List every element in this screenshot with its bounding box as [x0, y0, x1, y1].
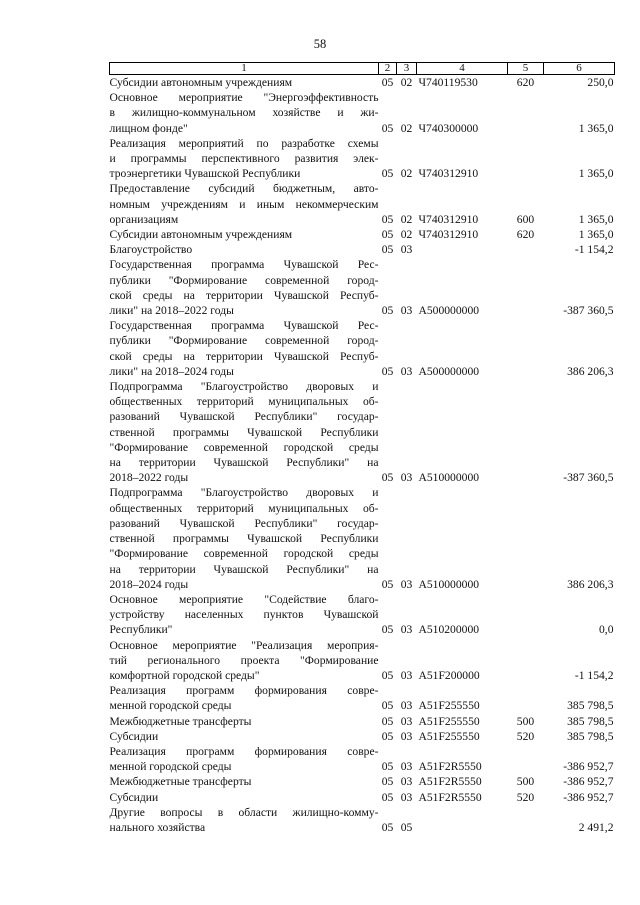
- table-row: [110, 774, 615, 789]
- row-expense-type: 620: [516, 76, 535, 89]
- row-name-line: номным учреждениям и иным некоммерческим: [109, 197, 379, 211]
- row-subsection: 03: [400, 623, 413, 637]
- row-expense-type: [508, 90, 544, 136]
- row-name-line: устройству населенных пунктов Чувашской: [109, 608, 379, 622]
- row-subsection: 03: [400, 714, 413, 728]
- table-row: [110, 90, 615, 136]
- row-section: 05: [381, 471, 394, 485]
- table-row: [110, 790, 615, 805]
- row-name-line: Благоустройство: [109, 243, 193, 257]
- row-subsection: 02: [400, 76, 413, 89]
- row-name-line: Субсидии автономным учреждениям: [109, 76, 293, 89]
- row-subsection: 02: [400, 212, 413, 226]
- row-name-line: Субсидии автономным учреждениям: [109, 228, 293, 242]
- row-subsection: 03: [400, 760, 413, 774]
- row-subsection: 03: [400, 577, 413, 591]
- row-name-line: Подпрограмма "Благоустройство дворовых и: [109, 486, 379, 500]
- row-name: [110, 90, 379, 136]
- row-target-code: А51F255550: [418, 699, 480, 713]
- row-amount: 0,0: [599, 623, 614, 637]
- table-row: [110, 714, 615, 729]
- row-name-line: Подпрограмма "Благоустройство дворовых и: [109, 380, 379, 394]
- budget-table: [109, 62, 615, 835]
- row-name: [110, 592, 379, 638]
- row-section: 05: [381, 212, 394, 226]
- row-target-code: [417, 242, 508, 257]
- row-name-line: разований Чувашской Республики" государ-: [109, 516, 379, 530]
- row-name-line: Реализация программ формирования совре-: [109, 744, 379, 758]
- row-section: 05: [381, 623, 394, 637]
- row-section: 05: [381, 304, 394, 318]
- header-col-6: 6: [544, 63, 615, 75]
- row-expense-type: 500: [516, 775, 535, 789]
- table-row: [110, 592, 615, 638]
- row-target-code: А500000000: [418, 304, 480, 318]
- table-row: [110, 485, 615, 591]
- row-name-line: комфортной городской среды": [109, 668, 260, 682]
- row-name-line: менной городской среды: [109, 699, 232, 713]
- row-name-line: ской среды на территории Чувашской Респуб-: [109, 349, 379, 363]
- row-name-line: на территории Чувашской Республики" на: [109, 456, 379, 470]
- table-row: [110, 136, 615, 182]
- row-name: [110, 181, 379, 227]
- row-target-code: Ч740312910: [418, 212, 479, 226]
- row-name-line: разований Чувашской Республики" государ-: [109, 410, 379, 424]
- row-target-code: Ч740312910: [418, 167, 479, 181]
- row-subsection: 03: [400, 668, 413, 682]
- row-expense-type: [508, 485, 544, 591]
- row-expense-type: [508, 592, 544, 638]
- table-header-row: [110, 63, 615, 75]
- row-name-line: ственной программы Чувашской Республики: [109, 425, 379, 439]
- row-expense-type: 500: [516, 714, 535, 728]
- row-name: [110, 136, 379, 182]
- row-name-line: общественных территорий муниципальных об-: [109, 395, 379, 409]
- row-expense-type: [508, 136, 544, 182]
- row-section: 05: [381, 775, 394, 789]
- row-name-line: троэнергетики Чувашской Республики: [109, 167, 301, 181]
- row-name-line: публики "Формирование современной город-: [109, 273, 379, 287]
- row-name-line: Государственная программа Чувашской Рес-: [109, 319, 379, 333]
- header-col-2: 2: [379, 63, 397, 75]
- row-name-line: и программы перспективного развития элек-: [109, 152, 379, 166]
- row-target-code: А51F255550: [418, 729, 480, 743]
- row-name: [110, 75, 379, 91]
- header-col-5: 5: [508, 63, 544, 75]
- row-name-line: Основное мероприятие "Содействие благо-: [109, 592, 379, 606]
- row-target-code: А500000000: [418, 364, 480, 378]
- row-expense-type: 620: [516, 228, 535, 242]
- row-target-code: А510000000: [418, 577, 480, 591]
- row-section: 05: [381, 167, 394, 181]
- row-amount: 1 365,0: [578, 228, 614, 242]
- row-amount: 250,0: [587, 76, 614, 89]
- row-target-code: А51F200000: [418, 668, 480, 682]
- row-amount: 1 365,0: [578, 212, 614, 226]
- row-target-code: А510200000: [418, 623, 480, 637]
- row-section: 05: [381, 243, 394, 257]
- row-name-line: 2018–2022 годы: [109, 471, 189, 485]
- table-row: [110, 379, 615, 485]
- row-section: 05: [381, 714, 394, 728]
- row-target-code: А51F2R5550: [418, 790, 482, 804]
- row-amount: 386 206,3: [567, 577, 614, 591]
- row-name-line: Предоставление субсидий бюджетным, авто-: [109, 182, 379, 196]
- row-name-line: нального хозяйства: [109, 820, 206, 834]
- row-name-line: Республики": [109, 623, 173, 637]
- row-amount: -386 952,7: [563, 790, 614, 804]
- row-name-line: ской среды на территории Чувашской Респуб-: [109, 288, 379, 302]
- table-row: [110, 242, 615, 257]
- row-expense-type: [508, 744, 544, 774]
- row-amount: 385 798,5: [567, 714, 614, 728]
- row-expense-type: [508, 379, 544, 485]
- row-name-line: лики" на 2018–2022 годы: [109, 304, 234, 318]
- row-name: [110, 790, 379, 805]
- row-name-line: менной городской среды: [109, 760, 232, 774]
- row-amount: 385 798,5: [567, 699, 614, 713]
- row-name-line: "Формирование современной городской среды: [109, 440, 379, 454]
- row-section: 05: [381, 121, 394, 135]
- row-name-line: Субсидии: [109, 790, 159, 804]
- table-row: [110, 181, 615, 227]
- row-name-line: Государственная программа Чувашской Рес-: [109, 258, 379, 272]
- row-name: [110, 485, 379, 591]
- row-target-code: Ч740119530: [418, 76, 478, 89]
- row-name: [110, 729, 379, 744]
- table-row: [110, 638, 615, 684]
- row-name: [110, 242, 379, 257]
- row-amount: 385 798,5: [567, 729, 614, 743]
- row-subsection: 03: [400, 699, 413, 713]
- row-expense-type: [508, 318, 544, 379]
- row-amount: -387 360,5: [563, 304, 614, 318]
- table-row: [110, 744, 615, 774]
- row-name-line: организациям: [109, 212, 179, 226]
- row-name-line: Межбюджетные трансферты: [109, 775, 252, 789]
- row-name-line: ственной программы Чувашской Республики: [109, 532, 379, 546]
- row-section: 05: [381, 364, 394, 378]
- row-expense-type: [508, 257, 544, 318]
- row-expense-type: [508, 683, 544, 713]
- row-amount: 2 491,2: [578, 820, 614, 834]
- row-name: [110, 714, 379, 729]
- row-section: 05: [381, 820, 394, 834]
- row-subsection: 02: [400, 121, 413, 135]
- row-name-line: 2018–2024 годы: [109, 577, 189, 591]
- row-name: [110, 379, 379, 485]
- row-name: [110, 638, 379, 684]
- table-row: [110, 257, 615, 318]
- row-name-line: общественных территорий муниципальных об-: [109, 501, 379, 515]
- row-expense-type: [508, 638, 544, 684]
- row-target-code: А51F255550: [418, 714, 480, 728]
- row-section: 05: [381, 729, 394, 743]
- table-row: [110, 318, 615, 379]
- row-subsection: 03: [400, 243, 413, 257]
- row-name: [110, 683, 379, 713]
- row-target-code: Ч740312910: [418, 228, 479, 242]
- row-name-line: в жилищно-коммунальном хозяйстве и жи-: [109, 106, 379, 120]
- row-section: 05: [381, 76, 394, 89]
- row-expense-type: [508, 805, 544, 835]
- row-name-line: лики" на 2018–2024 годы: [109, 364, 234, 378]
- row-amount: -386 952,7: [563, 775, 614, 789]
- row-expense-type: 600: [516, 212, 535, 226]
- table-row: [110, 805, 615, 835]
- row-section: 05: [381, 760, 394, 774]
- row-subsection: 03: [400, 729, 413, 743]
- table-row: [110, 227, 615, 242]
- table-row: [110, 729, 615, 744]
- row-name-line: Другие вопросы в области жилищно-комму-: [109, 805, 379, 819]
- page-number: 58: [313, 37, 327, 51]
- row-subsection: 02: [400, 167, 413, 181]
- row-target-code: А510000000: [418, 471, 480, 485]
- header-col-1: 1: [110, 63, 379, 75]
- row-section: 05: [381, 577, 394, 591]
- row-name-line: Реализация программ формирования совре-: [109, 684, 379, 698]
- row-amount: -386 952,7: [563, 760, 614, 774]
- row-amount: -1 154,2: [574, 243, 614, 257]
- row-section: 05: [381, 668, 394, 682]
- row-name-line: Основное мероприятие "Реализация мероприя-: [109, 638, 379, 652]
- row-expense-type: 520: [516, 790, 535, 804]
- row-target-code: Ч740300000: [418, 121, 479, 135]
- row-subsection: 05: [400, 820, 413, 834]
- row-name-line: Межбюджетные трансферты: [109, 714, 252, 728]
- row-name-line: Основное мероприятие "Энергоэффективность: [109, 91, 379, 105]
- row-subsection: 03: [400, 471, 413, 485]
- row-subsection: 03: [400, 304, 413, 318]
- row-amount: 1 365,0: [578, 121, 614, 135]
- table-row: [110, 683, 615, 713]
- row-expense-type: 520: [516, 729, 535, 743]
- row-subsection: 03: [400, 775, 413, 789]
- table-body: [110, 75, 615, 836]
- row-name-line: на территории Чувашской Республики" на: [109, 562, 379, 576]
- header-col-4: 4: [417, 63, 508, 75]
- row-name: [110, 805, 379, 835]
- row-amount: -1 154,2: [574, 668, 614, 682]
- header-col-3: 3: [397, 63, 417, 75]
- row-amount: 386 206,3: [567, 364, 614, 378]
- row-name: [110, 318, 379, 379]
- row-name-line: "Формирование современной городской среды: [109, 547, 379, 561]
- row-target-code: А51F2R5550: [418, 760, 482, 774]
- row-expense-type: [508, 242, 544, 257]
- row-subsection: 02: [400, 228, 413, 242]
- row-name: [110, 774, 379, 789]
- row-subsection: 03: [400, 364, 413, 378]
- row-amount: 1 365,0: [578, 167, 614, 181]
- row-name-line: Субсидии: [109, 729, 159, 743]
- row-name: [110, 227, 379, 242]
- row-name-line: Реализация мероприятий по разработке схемы: [109, 136, 379, 150]
- row-target-code: [417, 805, 508, 835]
- row-target-code: А51F2R5550: [418, 775, 482, 789]
- row-section: 05: [381, 228, 394, 242]
- table-row: [110, 75, 615, 91]
- row-name-line: лищном фонде": [109, 121, 188, 135]
- row-name: [110, 744, 379, 774]
- row-name-line: тий регионального проекта "Формирование: [109, 653, 379, 667]
- row-section: 05: [381, 790, 394, 804]
- row-amount: -387 360,5: [563, 471, 614, 485]
- row-name: [110, 257, 379, 318]
- row-section: 05: [381, 699, 394, 713]
- row-name-line: публики "Формирование современной город-: [109, 334, 379, 348]
- row-subsection: 03: [400, 790, 413, 804]
